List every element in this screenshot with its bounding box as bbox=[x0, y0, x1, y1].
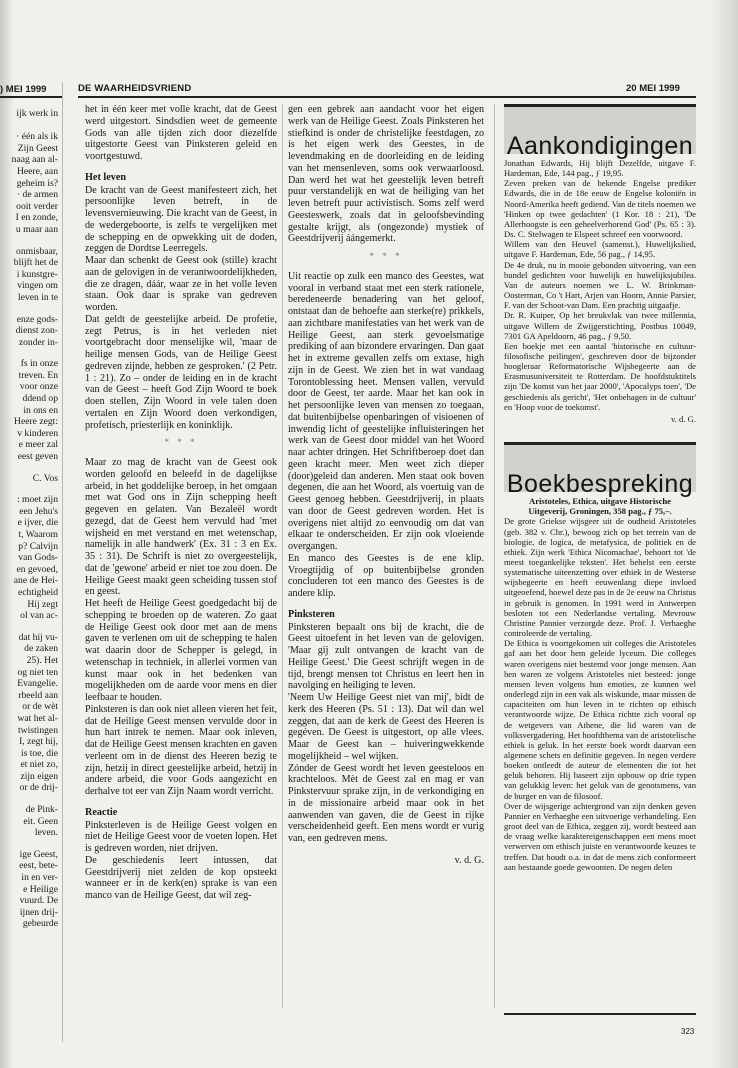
review-paragraph: De Ethica is voortgekomen uit colleges die Aristoteles gaf aan het door hem geleide lyceum. Die colleges waren overigens niet bestemd voor jonge mensen. Aan hen waren ze volgens Aristoteles niet besteed: jonge mensen leven volgens hun emoties, ze kunnen wel onderlegd zijn in een vak als wiskunde, maar missen de capaciteiten om hun leven in te richten op ethisch verantwoorde wijze. De Ethica richtte zich vooral op de wetgevers van Athene, die lid waren van de volksvergadering. Het hoofdthema van de aristotelische ethiek is geluk. In het eerste boek wordt daarvan een algemene schets en definitie gegeven. In negen verdere boeken ontleedt de auteur de elementen die tot het geluk behoren. Hij baseert zijn opbouw op drie typen van gelukkig leven: het geluk van de genotsmens, van de burger en van de filosoof. bbox=[504, 638, 696, 801]
sliver-line: · de armen bbox=[16, 189, 58, 201]
sliver-line: de zaken bbox=[24, 643, 58, 655]
sliver-rule bbox=[0, 96, 62, 98]
sliver-line: zijn eigen bbox=[20, 770, 58, 782]
sliver-line: in ons en bbox=[23, 404, 58, 416]
sliver-line: enze gods- bbox=[16, 313, 58, 325]
sliver-line: ol van ac- bbox=[20, 610, 58, 622]
sliver-line: v kinderen bbox=[17, 427, 58, 439]
paragraph: Pinksterleven is de Heilige Geest volgen en niet de Heilige Geest voor de voeten lopen. Het is gedreven worden, niet drijven. bbox=[85, 819, 277, 854]
sliver-line: eest, bete- bbox=[19, 860, 58, 872]
sliver-line: u maar aan bbox=[15, 223, 58, 235]
paragraph: het in één keer met volle kracht, dat de Geest werd uitgestort. Sindsdien weet de gemeente Gods van alle tijden zich door diezelfde uitgestorte Geest van Pinksteren geleid en voortgestuwd. bbox=[85, 104, 277, 162]
paragraph: Maar dan schenkt de Geest ook (stille) kracht aan de gelovigen in de verantwoordelijkheden, die ze dragen, dáár, waar ze in het volle leven staan. Ook daar is sprake van gedreven worden. bbox=[85, 255, 277, 313]
issue-date: 20 MEI 1999 bbox=[626, 83, 680, 94]
sliver-line: vingen om bbox=[17, 280, 58, 292]
page-number: 323 bbox=[681, 1027, 695, 1036]
sliver-line: de Pink- bbox=[25, 804, 58, 816]
sliver-line: treven. En bbox=[18, 369, 58, 381]
sliver-line: · één als ik bbox=[16, 131, 58, 143]
sliver-line: : moet zijn bbox=[16, 494, 58, 506]
review-paragraph: Over de wijsgerige achtergrond van zijn denken geven Pannier en Verhaeghe een uitvoerige verhandeling. Een groot deel van de Ethica, zeggen zij, wordt besteed aan de vraag welke karaktereigenschappen een mens moet verwerven om ethisch juiste en verantwoorde keuzes te treffen. Dat houdt o.a. in dat de mens zich conformeert aan bestaande goede gewoonten. De negen delen bbox=[504, 800, 696, 872]
magazine-name: DE WAARHEIDSVRIEND bbox=[78, 83, 192, 94]
sliver-line: rbeeld aan bbox=[18, 689, 58, 701]
previous-page-sliver bbox=[0, 82, 63, 1042]
sliver-line: Heere zegt: bbox=[14, 416, 58, 428]
announcement-text: De 4e druk, nu in mooie gebonden uitvoering, van een bundel gedichten voor huwelijk en huwelijksjubilea. Van de auteurs noemen we L. W. Brinkman-Oosterman, Co 't Hart, Arjen van Hoorn, Annie Parsier, F. van der Schoot-van Dam. Een prachtig uitgaafje. bbox=[504, 259, 696, 311]
section-heading: Reactie bbox=[85, 806, 118, 818]
sliver-line: zonder in- bbox=[18, 336, 58, 348]
sliver-line: og niet ten bbox=[17, 666, 58, 678]
sliver-line: e Heilige bbox=[23, 883, 58, 895]
paragraph: Dat geldt de geestelijke arbeid. De profetie, zegt Petrus, is in het verleden niet voortgebracht door menselijke wil, 'maar de heilige mensen Gods, van de Heilige Geest gedreven zijnde, hebben ze gesproken.' (2 Petr. 1 : 21). Zo – onder de leiding en in de kracht van de Geest – heeft God Zijn Woord te boek doen stellen, Zijn Woord in vele talen doen vertalen en Zijn Woord doen verkondigen, profetisch, priesterlijk en koninklijk. bbox=[85, 313, 277, 431]
announcement-entry: Jonathan Edwards, Hij blijft Dezelfde, uitgave F. Hardeman, Ede, 144 pag., ƒ 19,95. bbox=[504, 158, 696, 179]
paragraph: Pinksteren bepaalt ons bij de kracht, die de Geest uitoefent in het leven van de gelovigen. 'Maar gij zult ontvangen de kracht van de Heilige Geest.' Die Geest schrijft wegen in de tijd, brengt mensen tot Christus en leert hen in navolging en heiliging te leven. bbox=[288, 621, 484, 692]
sliver-line: Hij zegt bbox=[27, 598, 58, 610]
sliver-line: Zijn Geest bbox=[17, 142, 58, 154]
sliver-line: or de drij- bbox=[19, 782, 58, 794]
sliver-line: dat hij vu- bbox=[18, 631, 58, 643]
paragraph: gen een gebrek aan aandacht voor het eigen werk van de Heilige Geest. Zoals Pinksteren het stiefkind is onder de christelijke feestdagen, zo is het eigen werk des Geestes, in de levendmaking en de doorleiding en de leiding van het mensenleven, soms ook verwaarloosd. Dan werd het wat het geestelijk leven betreft puur verstandelijk en wat de heiliging van het leven betreft puur activistisch. Soms zelf werd Geesteswerk, zoals dat in geloofsbevinding gestalte krijgt, als (ongezonde) mystiek of Geestdrijverij áángemerkt. bbox=[288, 104, 484, 245]
announcement-entry: Dr. R. Kuiper, Op het breukvlak van twee millennia, uitgave Willem de Zwijgerstichting, Postbus 10049, 7301 GA Apeldoorn, 46 pag., ƒ 9,50. bbox=[504, 310, 696, 341]
review-paragraph: De grote Griekse wijsgeer uit de oudheid Aristoteles (geb. 382 v. Chr.), bewoog zich op het terrein van de biologie, de logica, de metafysica, de politiek en de ethiek. Zijn werk 'Ethica Nicomachae', behoort tot 'de meest toegankelijke teksten'. Het behelst een eerste systematische uiteenzetting over ethiek in de Westerse wijsbegeerte en heeft eeuwenlang diepe invloed uitgeoefend, hoewel deze pas in de 2e eeuw na Christus in gebruik is genomen. In 1991 werd in Antwerpen besloten tot een Nederlandse vertaling. Mevrouw Christine Pannier verzorgde deze. Prof. J. Verhaeghe controleerde de vertaling. bbox=[504, 516, 696, 639]
sliver-line: leven in te bbox=[18, 291, 58, 303]
sliver-line: blijft het de bbox=[13, 257, 58, 269]
section-heading: Het leven bbox=[85, 171, 127, 183]
paragraph: De geschiedenis leert intussen, dat Geestdrijverij niet zelden de kop opsteekt wanneer er in de kerk(en) sprake is van een manco van de Heilige Geest, dat wil zeg- bbox=[85, 854, 277, 901]
review-title-box bbox=[504, 442, 696, 498]
sliver-line: wat het al- bbox=[17, 712, 58, 724]
sliver-line: I en zonde, bbox=[15, 212, 58, 224]
column-divider bbox=[494, 104, 495, 1008]
paragraph: Zónder de Geest wordt het leven geesteloos en krachteloos. Mèt de Geest zal en mag er van Pinkstervuur sprake zijn, in de verkondiging en in de missionaire arbeid maar ook in het aanwenden van gaven, die de Geest in rijke verscheidenheid geeft. Een mens wordt er vurig van, een gedreven mens. bbox=[288, 762, 484, 844]
sliver-line: fs in onze bbox=[20, 358, 58, 370]
sliver-line: ddend op bbox=[22, 393, 58, 405]
paragraph: 'Neem Uw Heilige Geest niet van mij', bidt de kerk des Heeren (Ps. 51 : 13). Dat wil dan wel zeggen, dat aan de kerk de Geest des Heeren is gegéven. De Geest is uitgestort, op alle vlees. Maar de Geest kan – huiveringwekkende mogelijkheid – wel wijken. bbox=[288, 692, 484, 762]
column-divider bbox=[282, 104, 283, 1008]
sliver-line: echtigheid bbox=[18, 586, 58, 598]
sliver-line: eest geven bbox=[17, 451, 58, 463]
sliver-line: C. Vos bbox=[32, 472, 58, 484]
sliver-line: e ijver, die bbox=[17, 517, 58, 529]
announcements-signature: v. d. G. bbox=[671, 413, 696, 424]
paragraph: De kracht van de Geest manifesteert zich, het persoonlijke leven betreft, in de levensvernieuwing. Die kracht van de Geest, in de wedergeboorte, is zelfs te vergelijken met de schepping en de opwekking uit de doden, zeggen de Dordtse Leerregels. bbox=[85, 184, 277, 255]
sliver-line: Evangelie. bbox=[17, 678, 58, 690]
sliver-line: ane de Hei- bbox=[13, 575, 58, 587]
column-1 bbox=[85, 104, 277, 902]
sliver-line: e meer zal bbox=[18, 439, 58, 451]
sliver-line: p? Calvijn bbox=[18, 540, 58, 552]
sliver-line: en gevoed, bbox=[16, 563, 58, 575]
sliver-line: or de wèt bbox=[22, 701, 58, 713]
sliver-line: onmisbaar, bbox=[16, 245, 58, 257]
sliver-line: i kunstgre- bbox=[16, 268, 58, 280]
sliver-line: I, zegt hij, bbox=[19, 736, 58, 748]
sliver-line: ooit verder bbox=[16, 200, 58, 212]
sliver-line: van Gods- bbox=[18, 552, 58, 564]
announcements-title-box bbox=[504, 104, 696, 160]
announcement-text: Zeven preken van de bekende Engelse prediker Edwards, die in de 18e eeuw de Engelse koloniën in Noord-Amerika heeft gediend. Van de titels noemen we 'Hinken op twee gedachten' (1 Kor. 18 : 21), 'De Allerhoogste is een geheelverhorend God' (Ps. 65 : 3). Ds. C. Stelwagen te Elspeet schreef een voorwoord. bbox=[504, 178, 696, 240]
announcement-entry: Willem van den Heuvel (samenst.), Huwelijkslied, uitgave F. Hardeman, Ede, 56 pag., ƒ 14,95. bbox=[504, 239, 696, 260]
sliver-line: in en ver- bbox=[21, 872, 58, 884]
sliver-line: naag aan al- bbox=[11, 154, 58, 166]
sliver-line: ijk werk in bbox=[16, 108, 58, 119]
paragraph: Maar zo mag de kracht van de Geest ook worden geloofd en beleefd in de dagelijkse arbeid, in het goddelijke beroep, in het omgaan met wat God ons in Zijn schepping heeft gegeven en gelaten. Van Bezaleël wordt gezegd, dat de Geest hem vervuld had 'met wijsheid en met verstand en met wetenschap, namelijk in alle handwerk' (Ex. 31 : 3 en Ex. 35 : 31). De Schrift is niet zo overgeestelijk, dat de 'gewone' arbeid er niet toe zou doen. De Heilige Geest maakt geen scheiding tussen stof en geest. bbox=[85, 457, 277, 598]
paragraph: Uit reactie op zulk een manco des Geestes, wat vooral in verband staat met een sterk rationele, beredeneerde benadering van het geloof, ontstaat dan de behoefte aan sterke(re) prikkels, aan zichtbare manifestaties van het werk van de Heilige Geest, aan sterk gevoelsmatige prediking of aan bizondere ervaringen. Dan gaat het in extreme gevallen zelfs om extase, high zijn in de Geest. We zien het in wat vandaag Torontoblessing heet. Mensen vallen, vervuld door de Geest, ter aarde. Maar het kan ook in het persoonlijke leven van mensen zo toegaan, dat buitenbijbelse openbaringen of visioenen of inwendig licht of geestelijke influisteringen het werk van de Geest door middel van het Woord naar achter dringen. Het Schriftberoep doet dan geen kracht meer. Men weet zich dieper (door)geleid dan anderen. Men staat ook boven degenen, die aan het Woord, als voertuig van de Geest genoeg hebben. Geestdrijverij, in plaats van door de Geest gedreven worden. Het is overigens niet altijd zo eenvoudig om dat van elkaar te onderscheiden. Er zijn ook vloeiende overgangen. bbox=[288, 270, 484, 552]
review-title: Boekbespreking bbox=[506, 469, 694, 498]
paragraph: Pinksteren is dan ook niet alleen vieren het feit, dat de Heilige Geest mensen vervulde door in hun hart intrek te nemen. Maar ook inleven, dat de Heilige Geest mensen krachten en gaven verleent om in de dienst des Heeren bezig te zijn, hetzij in direct geestelijke arbeid, hetzij in andere arbeid, die voor Gods aangezicht en derhalve tot eer van Zijn Naam wordt verricht. bbox=[85, 703, 278, 797]
sliver-line: is toe, die bbox=[20, 747, 58, 759]
sliver-line: et niet zo, bbox=[20, 759, 58, 771]
column-2 bbox=[288, 104, 484, 867]
sliver-line: vuurd. De bbox=[19, 895, 58, 907]
section-heading: Pinksteren bbox=[288, 608, 335, 620]
sliver-line: 25). Het bbox=[26, 654, 58, 666]
sliver-date: ) MEI 1999 bbox=[0, 84, 47, 95]
sliver-line: ijnen drij- bbox=[19, 906, 58, 918]
review-book-heading: Aristoteles, Ethica, uitgave Historische Uitgeverij, Groningen, 358 pag., ƒ 75,–. bbox=[528, 496, 672, 517]
sliver-line: t, Waarom bbox=[18, 529, 58, 540]
section-break: * * * bbox=[369, 251, 403, 261]
sliver-line: voor onze bbox=[19, 381, 58, 393]
announcements-title: Aankondigingen bbox=[506, 131, 694, 160]
sliver-line: dienst zon- bbox=[15, 325, 58, 337]
author-signature: v. d. G. bbox=[454, 854, 484, 866]
sliver-line: leven. bbox=[34, 827, 58, 839]
announcement-text: Een boekje met een aantal 'historische en cultuur-filosofische peilingen', geschreven door de bijzonder hoogleraar Reformatorische Wijsbegeerte aan de Erasmusuniversiteit te Rotterdam. De hoofdstuktitels zijn 'De komst van het jaar 2000', 'Apocalyps toen', 'De geschiedenis als gericht', 'Het onbehagen in de cultuur' en 'Hoop voor de toekomst'. bbox=[504, 340, 696, 412]
sliver-line: eit. Geen bbox=[23, 815, 58, 827]
sliver-text bbox=[0, 108, 58, 940]
sliver-line: twistingen bbox=[18, 724, 58, 736]
paragraph: Het heeft de Heilige Geest goedgedacht bij de schepping te broeden op de wateren. Zo gaat de Heilige Geest ook door met aan de mens gaven te verlenen om uit de schepping te halen wat daarin door de Schepper is gelegd, in wetenschap in techniek, in allerlei vormen van kunst maar ook in het bedenken van mogelijkheden om de aarde voor mens en dier leefbaar te houden. bbox=[85, 598, 277, 703]
sliver-line: ige Geest, bbox=[19, 848, 58, 860]
column-3 bbox=[504, 104, 696, 872]
sliver-line bbox=[0, 120, 58, 132]
section-break: * * * bbox=[164, 437, 198, 448]
sliver-line: Heere, aan bbox=[16, 165, 58, 177]
sliver-line: een Jehu's bbox=[19, 505, 58, 517]
paragraph: En manco des Geestes is de ene klip. Vroegtijdig of op buitenbijbelse gronden concluderen tot een manco des Geestes is de andere klip. bbox=[288, 552, 484, 599]
sliver-line: gebeurde bbox=[22, 918, 58, 930]
sliver-line: geheim is? bbox=[16, 177, 58, 189]
header-rule bbox=[78, 96, 696, 98]
bottom-rule bbox=[504, 1013, 696, 1015]
